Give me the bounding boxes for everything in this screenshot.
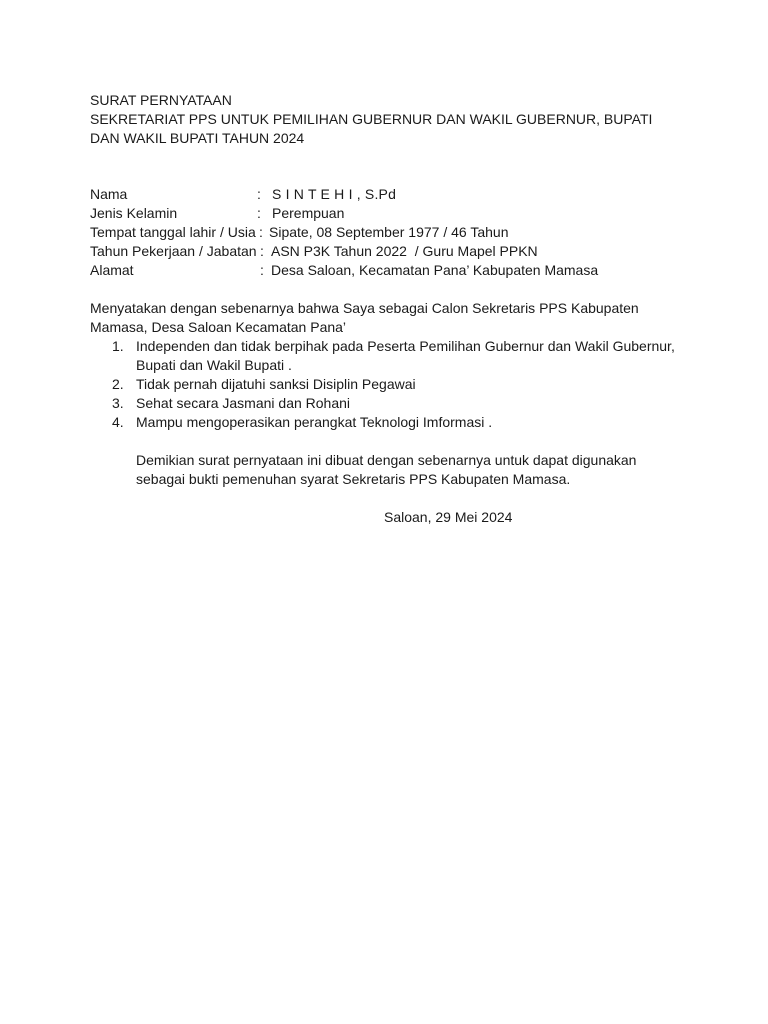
list-item	[90, 337, 676, 375]
list-item-number: 2.	[112, 376, 124, 392]
field-row-alamat	[90, 261, 690, 280]
list-item	[90, 375, 676, 394]
list-item-text: Tidak pernah dijatuhi sanksi Disiplin Pegawai	[136, 376, 416, 392]
field-row-jenis-kelamin	[90, 204, 690, 223]
field-label: Tahun Pekerjaan / Jabatan	[90, 243, 257, 259]
field-row-tahun-pekerjaan	[90, 242, 690, 261]
field-colon: :	[259, 224, 263, 240]
field-colon: :	[257, 205, 261, 221]
list-item-number: 1.	[112, 338, 124, 354]
field-colon: :	[257, 186, 261, 202]
date-place: Saloan, 29 Mei 2024	[384, 509, 513, 525]
list-item-text: Independen dan tidak berpihak pada Peserta Pemilihan Gubernur dan Wakil Gubernur, Bupati dan Wakil Bupati .	[136, 338, 675, 373]
field-label: Tempat tanggal lahir / Usia	[90, 224, 256, 240]
statement-list	[90, 337, 690, 432]
list-item-number: 3.	[112, 395, 124, 411]
list-item	[90, 413, 676, 432]
field-row-tempat-tanggal-lahir	[90, 223, 690, 242]
statement-intro: Menyatakan dengan sebenarnya bahwa Saya sebagai Calon Sekretaris PPS Kabupaten Mamasa, Desa Saloan Kecamatan Pana’	[90, 300, 639, 335]
identity-fields	[90, 185, 690, 280]
list-item-number: 4.	[112, 414, 124, 430]
field-label: Nama	[90, 186, 128, 202]
closing-paragraph: Demikian surat pernyataan ini dibuat dengan sebenarnya untuk dapat digunakan sebagai bukti pemenuhan syarat Sekretaris PPS Kabupaten Mamasa.	[136, 452, 637, 487]
document-header	[90, 91, 690, 148]
field-value: ASN P3K Tahun 2022 / Guru Mapel PPKN	[271, 243, 538, 259]
field-row-nama	[90, 185, 690, 204]
list-item-text: Sehat secara Jasmani dan Rohani	[136, 395, 351, 411]
field-colon: :	[260, 262, 264, 278]
field-label: Alamat	[90, 262, 134, 278]
list-item-text: Mampu mengoperasikan perangkat Teknologi Imformasi .	[136, 414, 493, 430]
field-value: Sipate, 08 September 1977 / 46 Tahun	[269, 224, 509, 240]
document-title: SURAT PERNYATAAN	[90, 92, 232, 108]
list-item	[90, 394, 676, 413]
document-subtitle-line-1: SEKRETARIAT PPS UNTUK PEMILIHAN GUBERNUR DAN WAKIL GUBERNUR, BUPATI	[90, 111, 653, 127]
document-page	[90, 91, 690, 527]
field-value: S I N T E H I , S.Pd	[272, 186, 397, 202]
document-subtitle-line-2: DAN WAKIL BUPATI TAHUN 2024	[90, 130, 305, 146]
field-value: Desa Saloan, Kecamatan Pana’ Kabupaten Mamasa	[271, 262, 599, 278]
field-label: Jenis Kelamin	[90, 205, 178, 221]
field-value: Perempuan	[272, 205, 345, 221]
field-colon: :	[260, 243, 264, 259]
